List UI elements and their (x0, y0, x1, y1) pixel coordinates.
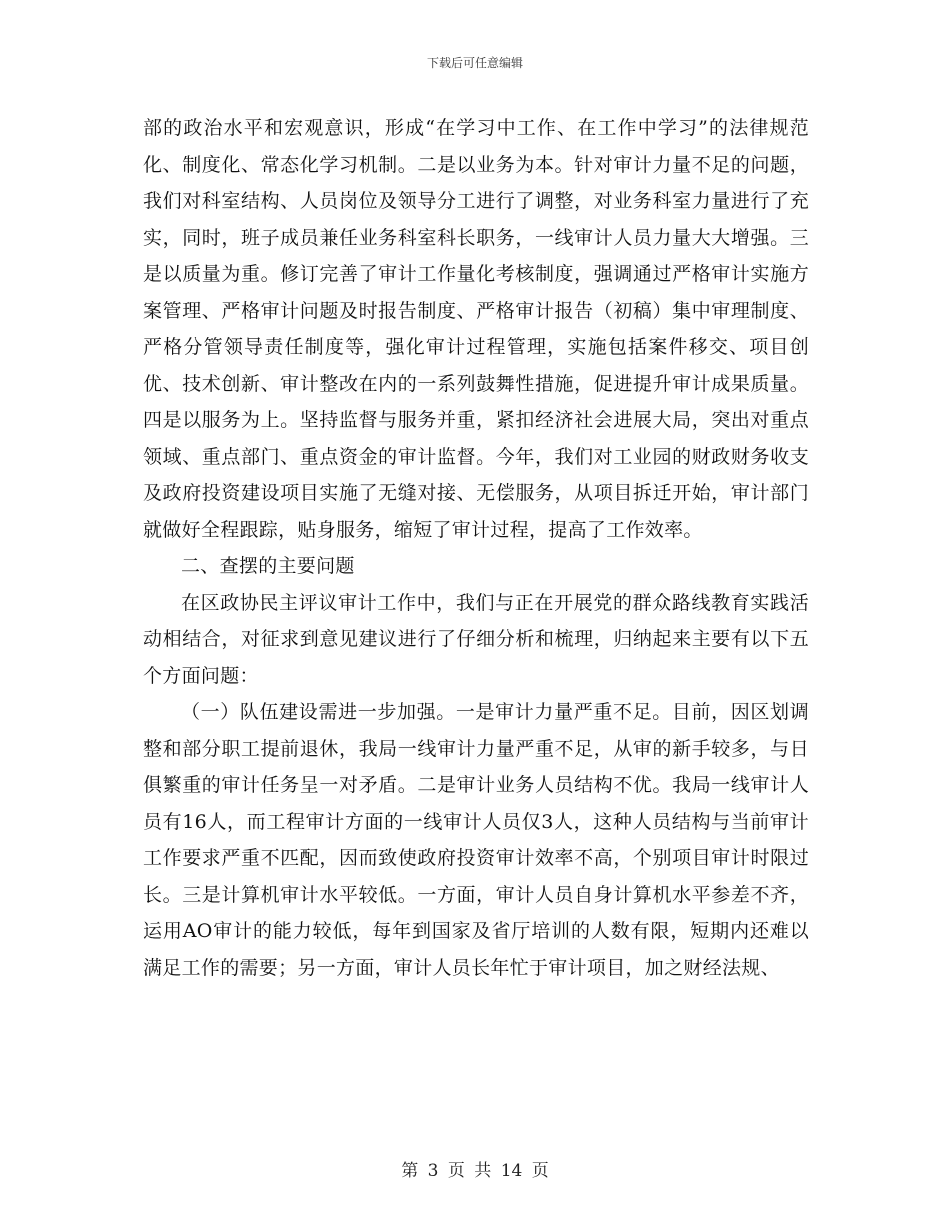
paragraph-1: 部的政治水平和宏观意识，形成“在学习中工作、在工作中学习”的法律规范化、制度化、常态化学习机制。二是以业务为本。针对审计力量不足的问题，我们对科室结构、人员岗位及领导分工进行了调整，对业务科室力量进行了充实，同时，班子成员兼任业务科室科长职务，一线审计人员力量大大增强。三是以质量为重。修订完善了审计工作量化考核制度，强调通过严格审计实施方案管理、严格审计问题及时报告制度、严格审计报告（初稿）集中审理制度、严格分管领导责任制度等，强化审计过程管理，实施包括案件移交、项目创优、技术创新、审计整改在内的一系列鼓舞性措施，促进提升审计成果质量。四是以服务为上。坚持监督与服务并重，紧扣经济社会进展大局，突出对重点领域、重点部门、重点资金的审计监督。今年，我们对工业园的财政财务收支及政府投资建设项目实施了无缝对接、无偿服务，从项目拆迁开始，审计部门就做好全程跟踪，贴身服务，缩短了审计过程，提高了工作效率。 (143, 117, 809, 541)
page-number-footer: 第 3 页 共 14 页 (401, 1161, 549, 1181)
paragraph-3: 在区政协民主评议审计工作中，我们与正在开展党的群众路线教育实践活动相结合，对征求到意见建议进行了仔细分析和梳理，归纳起来主要有以下五个方面问题： (143, 591, 809, 687)
document-body (143, 110, 809, 986)
page-header-note: 下载后可任意编辑 (426, 56, 523, 70)
paragraph-4: （一）队伍建设需进一步加强。一是审计力量严重不足。目前，因区划调整和部分职工提前退休，我局一线审计力量严重不足，从审的新手较多，与日俱繁重的审计任务呈一对矛盾。二是审计业务人员结构不优。我局一线审计人员有16人，而工程审计方面的一线审计人员仅3人，这种人员结构与当前审计工作要求严重不匹配，因而致使政府投资审计效率不高，个别项目审计时限过长。三是计算机审计水平较低。一方面，审计人员自身计算机水平参差不齐，运用AO审计的能力较低，每年到国家及省厅培训的人数有限，短期内还难以满足工作的需要；另一方面，审计人员长年忙于审计项目，加之财经法规、 (143, 701, 809, 979)
section-heading-main-problems: 二、查摆的主要问题 (181, 555, 355, 577)
